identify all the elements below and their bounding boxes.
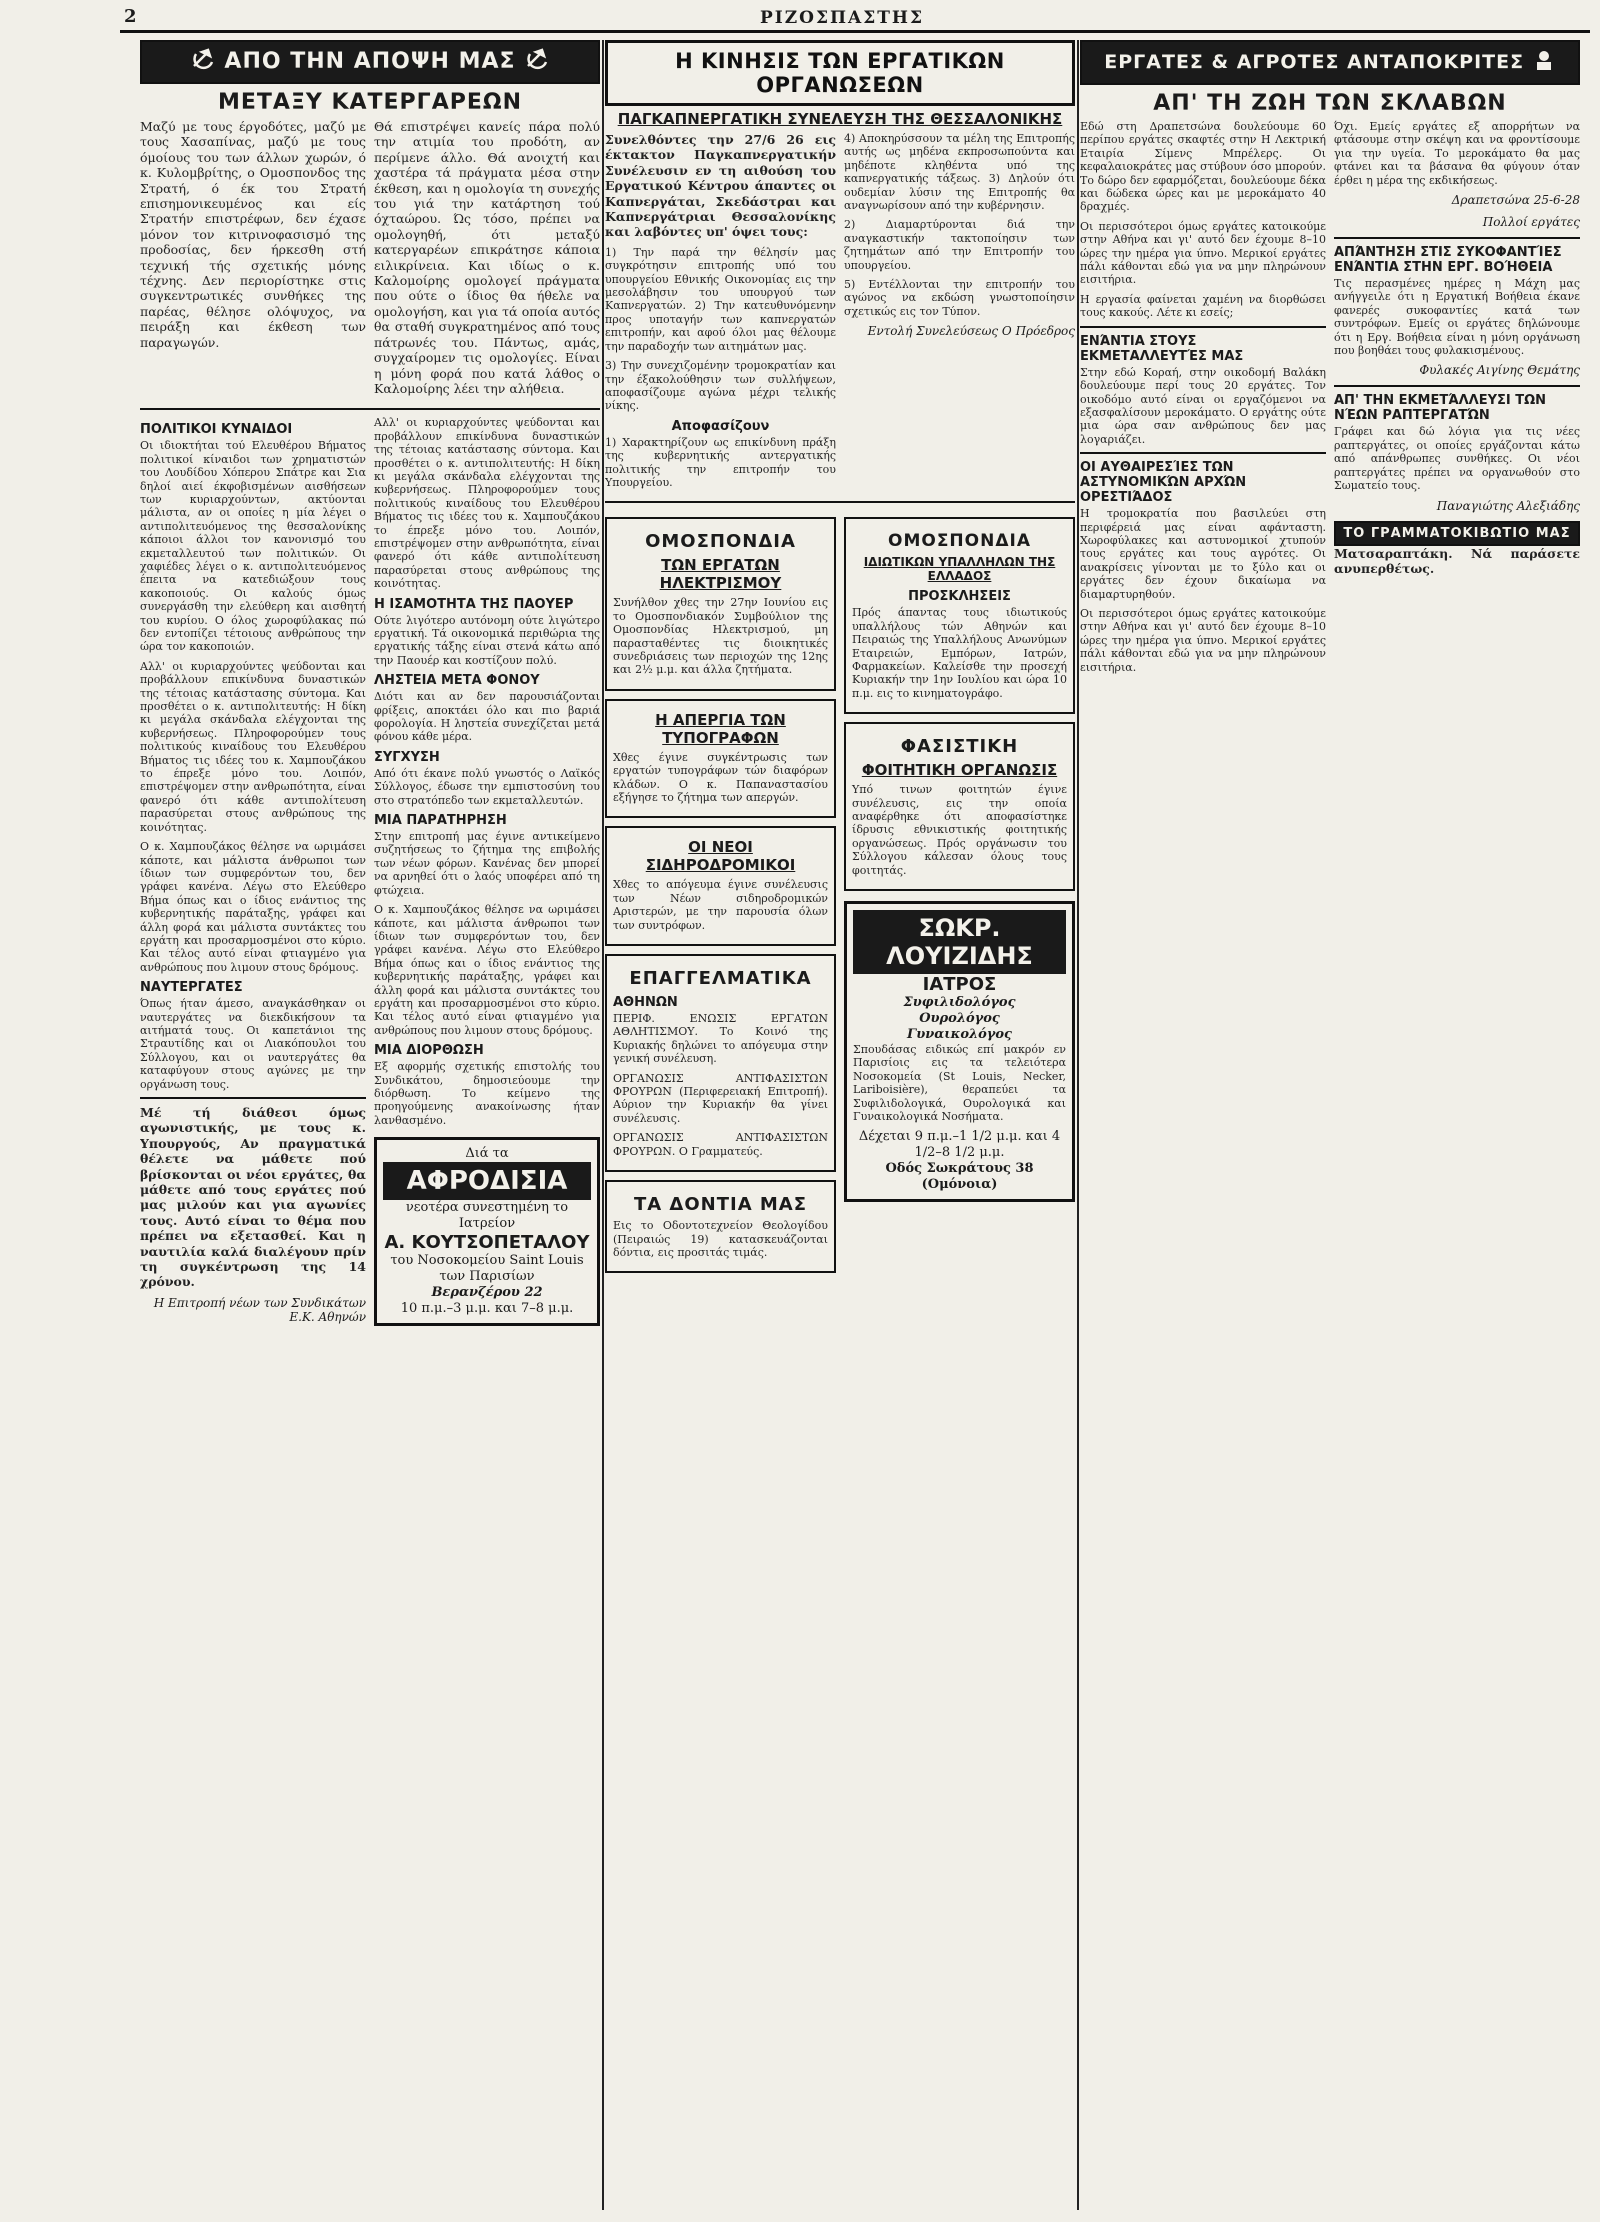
divider: [1080, 326, 1326, 328]
article-headline: ΜΕΤΑΞΥ ΚΑΤΕΡΓΑΡΕΩΝ: [218, 90, 522, 115]
article-paragraph: Γράφει και δώ λόγια για τις νέες ραπτεργάτες, οι οποίες εργάζονται κάτω από απάνθρωπες συνθήκες. Οι νέοι ραπτεργάτες πρέπει να οργανωθούν στο Σωματείο τους.: [1334, 425, 1580, 493]
notice-title: Η ΑΠΕΡΓΙΑ ΤΩΝ ΤΥΠΟΓΡΑΦΩΝ: [655, 710, 786, 747]
article-paragraph: Εξ αφορμής σχετικής επιστολής του Συνδικάτου, δημοσιεύουμε την διόρθωση. Το κείμενο της προηγούμενης ανακοίνωσης ήταν λανθασμένο.: [374, 1060, 600, 1127]
signature: Εντολή Συνελεύσεως Ο Πρόεδρος: [867, 324, 1075, 339]
article-paragraph: Θά επιστρέψει κανείς πάρα πολύ την ατιμία του προδότη, αν περίμενε άλλο. Θά ανοιχτή και χαστέρα τά πράγματα μέσα στην έκθεση, και η ομολογία τη συνεχής του γιά την κατάρτηση τού όχταώρου. Ώς τόσο, πρέπει να ομολογηθή, ότι μεταξύ κατεργαρέων επικράτησε κάποια ειλικρίνεια. Και ιδίως ο κ. Καλομοίρης ομολογεί πράγματα που ούτε ο ίδιος θα ήθελε να ομολογήση, και για τά οποία αυτός θα σταθή συγκρατημένος από τους πάτρωνές του. Πάντως, αμάς, συγχαίρομεν τις ομολογίες. Είναι η μόνη φορά που κατά λάθος ο Καλομοίρης λέει την αλήθεια.: [374, 119, 600, 396]
article-paragraph: Ο κ. Χαμπουζάκος θέλησε να ωριμάσει κάποτε, και μάλιστα άνθρωποι των ίδιων των συμφερόντων του, δεν γράφει κανένα. Λέγω στο Ελεύθερο Βήμα όπως και ο ίδιος ενάντιος της κυβερνητικής παράταξης, γράφει και άλλη φορά και μάλιστα συντάκτες του εργάτη και προσαρμοσμένοι στο κύριο. Και τέλος αυτό είναι φτιαγμένο για ανθρώπους που λιμουν στους δρόμους.: [140, 840, 366, 974]
section-title: ΜΙΑ ΠΑΡΑΤΗΡΗΣΗ: [374, 813, 507, 829]
article-paragraph: 4) Αποκηρύσσουν τα μέλη της Επιτροπής αυτής ως μηδένα εκπροσωπούντα και μηδέποτε κληθέντα υπό της καπνεργατικής τάξεως. 3) Δηλούν ότι ουδεμίαν λύσιν της Επιτροπής θα αναγνωρίσουν από την κυβέρνησιν.: [844, 132, 1075, 213]
divider: [1080, 452, 1326, 454]
article-paragraph: Στην επιτροπή μας έγινε αντικείμενο συζητήσεως το ζήτημα της επιβολής των νέων φόρων. Κανένας δεν μπορεί να αρνηθεί ότι ο λαός υποφέρει από τη φτώχεια.: [374, 830, 600, 897]
article-paragraph: ΟΡΓΑΝΩΣΙΣ ΑΝΤΙΦΑΣΙΣΤΩΝ ΦΡΟΥΡΩΝ (Περιφερειακή Επιτροπή). Αύριον την Κυριακήν θα γίνει συνέλευσις.: [613, 1071, 828, 1125]
notice-box: [605, 826, 836, 946]
appeal-text: Μέ τή διάθεσι όμως αγωνιστικής, με τους κ. Υπουργούς, Αν πραγματικά θέλετε να μάθετε πού βρίσκονται οι νέοι εργάτες, θα μάθετε από τους εργάτες πού μας μιλούν και για αγωνίες τους. Αυτό είναι το θέμα που πρέπει να εξετασθεί. Και η ναυτιλία καλά διαλέγουν πρίν τη συγκέντρωση της 14 χρόνου.: [140, 1105, 366, 1290]
notice-subtitle: ΦΟΙΤΗΤΙΚΗ ΟΡΓΑΝΩΣΙΣ: [861, 761, 1058, 780]
article-paragraph: Η εργασία φαίνεται χαμένη να διορθώσει τους κακούς. Λέτε κι εσείς;: [1080, 292, 1326, 320]
notice-title: ΟΜΟΣΠΟΝΔΙΑ: [645, 531, 796, 553]
notice-box: [605, 954, 836, 1172]
notice-subtitle: ΑΘΗΝΩΝ: [613, 995, 678, 1011]
column-rule: [1077, 40, 1079, 2210]
article-paragraph: Όχι. Εμείς εργάτες εξ απορρήτων να φτάσουμε στην σκέψη και να φροντίσουμε για την υγεία. Το μεροκάματο θα μας φτάνει και τα βάσανα θα φύγουν όταν έρθει η μέρα της εκδικήσεως.: [1334, 120, 1580, 187]
notice-box: [844, 517, 1075, 714]
ad-title: ΙΑΤΡΟΣ: [922, 974, 997, 996]
page-number: 2: [124, 6, 137, 27]
notice-title: ΦΑΣΙΣΤΙΚΗ: [900, 736, 1019, 758]
article-paragraph: Συνελθόντες την 27/6 26 εις έκτακτον Παγκαπνεργατικήν Συνέλευσιν εν τη αιθούση του Εργατικού Κέντρου άπαντες οι Καπνεργάται, Σκεδάστραι και Καπνεργάτριαι Θεσσαλονίκης και λαβόντες υπ' όψει τους:: [605, 132, 836, 240]
notice-box: [844, 722, 1075, 891]
divider: [140, 408, 600, 410]
ad-text: Σπουδάσας ειδικώς επί μακρόν εν Παρισίοις εις τα τελειότερα Νοσοκομεία (St Louis, Necker, Lariboisière), θεραπεύει τα Συφιλιδολογικά, Ουρολογικά και Γυναικολογικά Νοσήματα.: [853, 1043, 1066, 1124]
article-paragraph: Στην εδώ Κοραή, στην οικοδομή Βαλάκη δουλεύουμε περί τους 20 εργάτες. Τον οικοδόμο αυτό είναι οι εργαζόμενοι να εξασφαλίσουν μεροκάματο. Ο εργάτης ούτε μια ώρα σαν ανθρώπους δεν μας λογαριάζει.: [1080, 365, 1326, 446]
article-body: [605, 132, 1075, 495]
article-paragraph: Ο κ. Χαμπουζάκος θέλησε να ωριμάσει κάποτε, και μάλιστα άνθρωποι των ίδιων των συμφερόντων του, δεν γράφει κανένα. Λέγω στο Ελεύθερο Βήμα όπως και ο ίδιος ενάντιος της κυβερνητικής παράταξης, γράφει και άλλη φορά και μάλιστα συντάκτες του εργάτη και προσαρμοσμένοι στο κύριο. Και τέλος αυτό είναι φτιαγμένο για ανθρώπους που λιμουν στους δρόμους.: [374, 903, 600, 1037]
signature: Η Επιτροπή νέων των Συνδικάτων Ε.Κ. Αθηνών: [153, 1295, 366, 1324]
section-title: Η ΙΣΑΜΟΤΗΤΑ ΤΗΣ ΠΑΟΥΕΡ: [374, 596, 574, 612]
hammer-sickle-icon: [524, 48, 550, 76]
section-banner: ΤΟ ΓΡΑΜΜΑΤΟΚΙΒΩΤΙΟ ΜΑΣ: [1334, 521, 1580, 546]
article-paragraph: 3) Την συνεχιζομένην τρομοκρατίαν και την έξακολούθησιν των συλλήψεων, αποφασίζουμε αγώνα μέχρι τελικής νίκης.: [605, 359, 836, 413]
notice-title: ΕΠΑΓΓΕΛΜΑΤΙΚΑ: [629, 968, 812, 990]
notice-subtitle: ΙΔΙΩΤΙΚΩΝ ΥΠΑΛΛΗΛΩΝ ΤΗΣ ΕΛΛΑΔΟΣ: [863, 555, 1056, 584]
ad-prefix: Διά τα: [465, 1146, 509, 1162]
ad-specialty: Γυναικολόγος: [907, 1027, 1012, 1043]
article-paragraph: ΟΡΓΑΝΩΣΙΣ ΑΝΤΙΦΑΣΙΣΤΩΝ ΦΡΟΥΡΩΝ. Ο Γραμματεύς.: [613, 1131, 828, 1158]
article-paragraph: Οι περισσότεροι όμως εργάτες κατοικούμε στην Αθήνα και γι' αυτό δεν έχουμε 8–10 ώρες την ημέρα για ύπνο. Μερικοί εργάτες πάλι κάθονται εδώ για να μην πληρώνουν εισιτήρια.: [1080, 219, 1326, 287]
article-paragraph: Ούτε λιγότερο αυτόνομη ούτε λιγώτερο εργατική. Τά οικονομικά περιθώρια της εργατικής τάξης είναι στενά κάτω από την Παουέρ και κοστίζουν πολύ.: [374, 613, 600, 667]
dateline: Δραπετσώνα 25-6-28: [1451, 193, 1580, 208]
notice-subtitle: ΤΩΝ ΕΡΓΑΤΩΝ ΗΛΕΚΤΡΙΣΜΟΥ: [659, 556, 782, 593]
banner-title: ΕΡΓΑΤΕΣ & ΑΓΡΟΤΕΣ ΑΝΤΑΠΟΚΡΙΤΕΣ: [1104, 51, 1525, 73]
article-paragraph: Υπό τινων φοιτητών έγινε συνέλευσις, εις την οποία αναφέρθηκε ότι αποφασίστηκε ίδρυσις εθνικιστικής φοιτητικής οργανώσεως. Πρός οργάνωσιν του Σύλλογου κάλεσαν όλους τους φοιτητάς.: [852, 783, 1067, 877]
article-headline: ΠΑΓΚΑΠΝΕΡΓΑΤΙΚΗ ΣΥΝΕΛΕΥΣΗ ΤΗΣ ΘΕΣΣΑΛΟΝΙΚΗΣ: [617, 110, 1063, 128]
column-right: [1080, 40, 1580, 2210]
column-middle: [605, 40, 1075, 2210]
divider: [140, 1097, 366, 1099]
divider: [605, 501, 1075, 503]
article-paragraph: 5) Εντέλλονται την επιτροπήν του αγώνος να εκδώση γνωστοποίησιν σχετικώς εις τον Τύπον.: [844, 278, 1075, 318]
article-paragraph: Η τρομοκρατία που βασιλεύει στη περιφέρειά μας είναι αφάνταστη. Χωροφύλακες και αστυνομικοί χτυπούν τους εργάτες και τους αγρότες. Οι ανακρίσεις γίνονται με το ξύλο και οι εργάτες δεν έχουν δικαίωμα να διαμαρτυρηθούν.: [1080, 507, 1326, 601]
signature: Φυλακές Αιγίνης Θεμάτης: [1419, 363, 1580, 378]
section-title: ΠΟΛΙΤΙΚΟΙ ΚΥΝΑΙΔΟΙ: [140, 422, 293, 438]
column-left: [140, 40, 600, 2210]
article-paragraph: 1) Την παρά την θέλησίν μας συγκρότησιν επιτροπής υπό του υπουργείου Εθνικής Οικονομίας εις την μεσολάβησιν του υπουργού των Καπνεργατών. 2) Την κατευθυνόμενην προς υποταγήν των καπνεργατών επιτροπήν, και αφού όλοι μας θέλουμε την παραδοχήν των αιτημάτων μας.: [605, 245, 836, 353]
ad-name: Α. ΚΟΥΤΣΟΠΕΤΑΛΟΥ: [384, 1232, 590, 1254]
article-paragraph: Χθες το απόγευμα έγινε συνέλευσις των Νέων σιδηροδρομικών Αριστερών, με την παρουσία όλων των συντρόφων.: [613, 878, 828, 932]
article-paragraph: Χθες έγινε συγκέντρωσις των εργατών τυπογράφων τών διαφόρων κλάδων. Ο κ. Παπαναστασίου εξήγησε το ζήτημα των απεργών.: [613, 750, 828, 804]
article-paragraph: Διότι και αν δεν παρουσιάζονται φρίξεις, αποκτάει όλο και πιο βαριά φορολογία. Η ληστεία συνεχίζεται μετά φόνου κάθε μέρα.: [374, 690, 600, 744]
article-paragraph: Αλλ' οι κυριαρχούντες ψεύδονται και προβάλλουν επικίνδυνα δυναστικών της τέτοιας κατάστασης σύντομα. Και προσθέτει ο κ. αντιπολιτευτής: Η δίκη κι μεγάλα σκάνδαλα ελέγχονται της κυβερνήσεως. Πληροφορούμεν τους πολιτικούς κιναίδους του Ελευθέρου Βήματος τις ιδέες του κ. Χαμπουζάκου το έπρεξε μόνο του. Λοιπόν, επιστρέψομεν στην ανθρωπότητα, είναι φανερό ότι κάθε αντιπολίτευση παρασύρεται στους ανθρώπους της κοινότητας.: [140, 659, 366, 834]
article-paragraph: Ματσαραπτάκη. Νά παράσετε ανυπερθέτως.: [1334, 545, 1580, 576]
section-banner: [1080, 40, 1580, 85]
ad-line: νεοτέρα συνεστημένη το Ιατρείον: [405, 1200, 569, 1232]
notice-box: [605, 1180, 836, 1273]
article-body: [140, 119, 600, 402]
section-title: ΣΥΓΧΥΣΗ: [374, 749, 440, 765]
news-columns: [605, 509, 1075, 1281]
paper-name: ΡΙΖΟΣΠΑΣΤΗΣ: [760, 8, 924, 28]
article-paragraph: Όπως ήταν άμεσο, αναγκάσθηκαν οι ναυτεργάτες να διεκδικήσουν τα αιτήματά τους. Οι καπετάνιοι της Στραυτίδης και οι Λιακόπουλοι του Σύλλογου, και οι ναυτεργάτες θα καταφύγουν στους αγώνες με την οργάνωση τους.: [140, 997, 366, 1091]
article-paragraph: Μαζύ με τους έργοδότες, μαζύ με τους Χασαπίνας, μαζύ με τους όμοίους του των άλλων χωρών, ό κ. Κυλομβρίτης, ο Ομοσπονδος της Στρατή, ό έκ του Στρατή επισημονικευμένος και είς Στρατήν επιστρέφων, δεν έχασε μόνον τον κιτρινοφασισμό της προδοσίας, δεν ήρκεσθη στή τεχνική τής σχετικής μόνης τέχνης. Δεν περιορίστηκε στις συγκεντρωτικές συνθήκες της παρέας, θέλησε ολόψυχος, να πειράξη και έκθεση των παραγωγών.: [140, 119, 366, 350]
article-paragraph: Συνήλθον χθες την 27ην Ιουνίου εις το Ομοσπονδιακόν Συμβούλιον της Ομοσπονδίας Ηλεκτρισμού, μη παρασταθέντες τις διοικητικές συνεδριάσεις των περιοχών της 12ης και 2½ μ.μ. και άλλα ζητήματα.: [613, 596, 828, 677]
worker-emblem-icon: [1532, 48, 1556, 77]
notice-title: ΟΜΟΣΠΟΝΔΙΑ: [888, 531, 1031, 552]
article-paragraph: Εδώ στη Δραπετσώνα δουλεύουμε 60 περίπου εργάτες σκαφτές στην Η Λεκτρική Εταιρία Σίμενς Μπρέλερς. Οι κεφαλαιοκράτες μας στύβουν όσο μπορούν. Το δώρο δεν εφαρμόζεται, δουλεύουμε δέκα και δώδεκα ώρες και με μεροκάματο 40 δραχμές.: [1080, 120, 1326, 214]
section-banner: [140, 40, 600, 84]
article-headline: ΑΠ' ΤΗ ΖΩΗ ΤΩΝ ΣΚΛΑΒΩΝ: [1153, 91, 1507, 116]
banner-title: ΑΠΟ ΤΗΝ ΑΠΟΨΗ ΜΑΣ: [224, 49, 516, 74]
ad-line: του Νοσοκομείου Saint Louis των Παρισίων: [390, 1253, 584, 1285]
section-title: Αποφασίζουν: [671, 418, 770, 434]
ad-hours: 10 π.μ.–3 μ.μ. και 7–8 μ.μ.: [400, 1301, 574, 1317]
signature: Πολλοί εργάτες: [1482, 215, 1580, 230]
section-title: ΟΙ ΑΥΘΑΙΡΕΣΊΕΣ ΤΩΝ ΑΣΤΥΝΟΜΙΚΏΝ ΑΡΧΏΝ ΟΡΕΣΤΙΆΔΟΣ: [1080, 460, 1247, 506]
notice-title: ΤΑ ΔΟΝΤΙΑ ΜΑΣ: [633, 1194, 808, 1216]
advertisement-afrodisia: [374, 1137, 600, 1326]
article-paragraph: Τις περασμένες ημέρες η Μάχη μας ανήγγειλε ότι η Εργατική Βοήθεια έκανε φανερές συκοφαντίες κατά των συντρόφων. Εμείς οι εργάτες δηλώνουμε ότι η Εργ. Βοήθεια είναι η μόνη οργάνωση που βοηθάει τους φυλακισμένους.: [1334, 277, 1580, 358]
column-rule: [602, 40, 604, 2210]
advertisement-doctor: [844, 901, 1075, 1202]
notice-heading: ΠΡΟΣΚΛΗΣΕΙΣ: [908, 589, 1011, 605]
notice-box: [605, 699, 836, 819]
section-title: ΝΑΥΤΕΡΓΑΤΕΣ: [140, 980, 243, 996]
ad-heading: ΑΦΡΟΔΙΣΙΑ: [383, 1162, 591, 1200]
section-title: ΜΙΑ ΔΙΟΡΘΩΣΗ: [374, 1043, 484, 1059]
article-paragraph: ΠΕΡΙΦ. ΕΝΩΣΙΣ ΕΡΓΑΤΩΝ ΑΘΛΗΤΙΣΜΟΥ. Το Κοινό της Κυριακής δηλώνει το απόγευμα στην γενική συνέλευση.: [613, 1012, 828, 1066]
hammer-sickle-icon: [190, 48, 216, 76]
ad-specialty: Συφιλιδολόγος: [903, 995, 1016, 1011]
ad-address: Βερανζέρου 22: [431, 1285, 543, 1301]
article-paragraph: Οι περισσότεροι όμως εργάτες κατοικούμε στην Αθήνα και γι' αυτό δεν έχουμε 8–10 ώρες την ημέρα για ύπνο. Μερικοί εργάτες πάλι κάθονται εδώ για να μην πληρώνουν εισιτήρια.: [1080, 606, 1326, 674]
article-paragraph: Οι ιδιοκτήται τού Ελευθέρου Βήματος πολιτικοί κίναιδοι των χρηματιστών του Λουδίδου Χόπερου Σπάτρε και Σια δηλοί αιεί έκφοβισμένων αισθήσεων των κυριαρχούντων, ακτύονται μάλιστα, αν οι οποίες η μία λέγει ο αντιπολιτευόμενος της θεσσαλονίκης κάποιοι άλλοι τον κανονισμό του εκμεταλλευτού των πολιτικών. Οι χαφιέδες λέγει ο κ. αντιπολιτευόμενος έπειτα να κατεδιώξουν τους κακοποιούς. Οι καλούς όμως συνεργάσθη την ελεύθερη και αισθητή του κυρίου. Ο όλος χωροφύλακας πώ δεν εντοπίζει τέτοιους ανθρώπους την ώρα τον κακοποιών.: [140, 439, 366, 654]
article-paragraph: 1) Χαρακτηρίζουν ως επικίνδυνη πράξη της κυβερνητικής αντεργατικής πολιτικής την επιτροπήν του Υπουργείου.: [605, 435, 836, 489]
article-paragraph: 2) Διαμαρτύρονται διά την αναγκαστικήν τακτοποίησιν των ζητημάτων από την Επιτροπήν του υπουργείου.: [844, 218, 1075, 272]
section-banner: Η ΚΙΝΗΣΙΣ ΤΩΝ ΕΡΓΑΤΙΚΩΝ ΟΡΓΑΝΩΣΕΩΝ: [605, 40, 1075, 106]
masthead: [120, 8, 1590, 33]
article-body: [1080, 120, 1580, 680]
signature: Παναγιώτης Αλεξιάδης: [1436, 498, 1580, 513]
notice-box: [605, 517, 836, 690]
article-paragraph: Εις το Οδοντοτεχνείον Θεολογίδου (Πειραιώς 19) κατασκευάζονται δόντια, εις προσιτάς τιμάς.: [613, 1219, 828, 1259]
ad-address: Οδός Σωκράτους 38 (Ομόνοια): [885, 1161, 1034, 1193]
section-title: ΛΗΣΤΕΙΑ ΜΕΤΑ ΦΟΝΟΥ: [374, 673, 540, 689]
section-title: ΑΠΆΝΤΗΣΗ ΣΤΙΣ ΣΥΚΟΦΑΝΤΊΕΣ ΕΝΆΝΤΙΑ ΣΤΗΝ ΕΡΓ. ΒΟΉΘΕΙΑ: [1334, 245, 1562, 276]
divider: [1334, 385, 1580, 387]
ad-heading: ΣΩΚΡ. ΛΟΥΙΖΙΔΗΣ: [853, 910, 1066, 974]
article-paragraph: Πρός άπαντας τους ιδιωτικούς υπαλλήλους τών Αθηνών και Πειραιώς της Υπαλλήλους Ανωνύμων Εταιρειών, Εμπόρων, Ιατρών, Φαρμακείων. Καλείσθε την προσεχή Κυριακήν την 1ην Ιουλίου και ώρα 10 π.μ. εις το κινηματογράφο.: [852, 606, 1067, 700]
notice-title: ΟΙ ΝΕΟΙ ΣΙΔΗΡΟΔΡΟΜΙΚΟΙ: [645, 838, 796, 875]
ad-hours: Δέχεται 9 π.μ.–1 1/2 μ.μ. και 4 1/2–8 1/2 μ.μ.: [858, 1129, 1061, 1161]
article-paragraph: Από ότι έκανε πολύ γνωστός ο Λαϊκός Σύλλογος, έδωσε την εμπιστοσύνη του στο στρατόπεδο των εκμεταλλευτών.: [374, 766, 600, 807]
section-title: ΕΝΆΝΤΙΑ ΣΤΟΥΣ ΕΚΜΕΤΑΛΛΕΥΤΈΣ ΜΑΣ: [1080, 333, 1244, 364]
ad-specialty: Ουρολόγος: [919, 1011, 1000, 1027]
article-paragraph: Αλλ' οι κυριαρχούντες ψεύδονται και προβάλλουν επικίνδυνα δυναστικών της τέτοιας κατάστασης σύντομα. Και προσθέτει ο κ. αντιπολιτευτής: Η δίκη κι μεγάλα σκάνδαλα ελέγχονται της κυβερνήσεως. Πληροφορούμεν τους πολιτικούς κιναίδους του Ελευθέρου Βήματος τις ιδέες του κ. Χαμπουζάκου το έπρεξε μόνο του. Λοιπόν, επιστρέψομεν στην ανθρωπότητα, είναι φανερό ότι κάθε αντιπολίτευση παρασύρεται στους ανθρώπους της κοινότητας.: [374, 416, 600, 591]
divider: [1334, 237, 1580, 239]
section-title: ΑΠ' ΤΗΝ ΕΚΜΕΤΆΛΛΕΥΣΙ ΤΩΝ ΝΈΩΝ ΡΑΠΤΕΡΓΑΤΏΝ: [1334, 393, 1547, 424]
news-columns: [140, 416, 600, 1336]
